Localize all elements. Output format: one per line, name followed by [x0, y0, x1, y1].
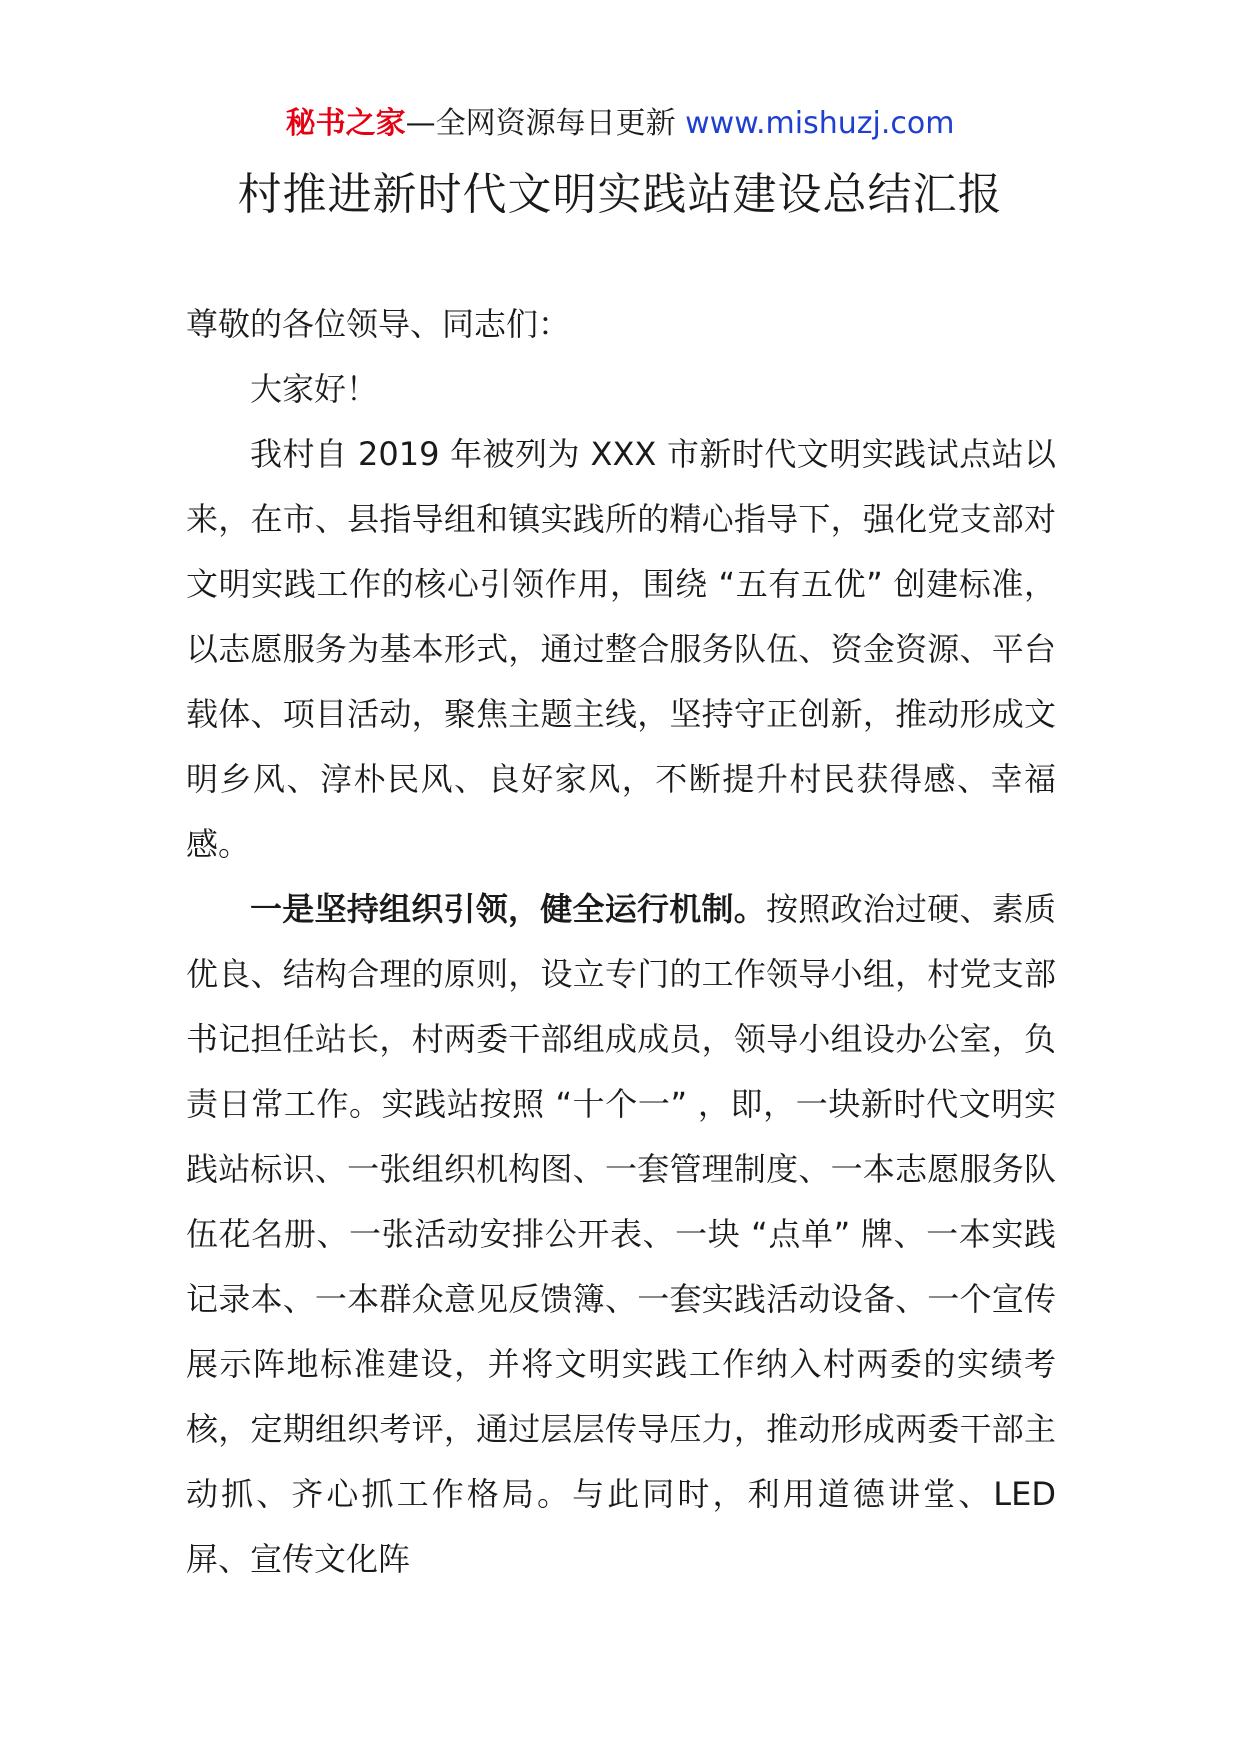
paragraph-lead: 一是坚持组织引领，健全运行机制。	[250, 890, 766, 928]
document-title: 村推进新时代文明实践站建设总结汇报	[237, 169, 1003, 220]
site-link[interactable]: www.mishuzj.com	[685, 106, 955, 141]
paragraph-organization	[186, 877, 1056, 1592]
header-tagline: —全网资源每日更新	[405, 106, 686, 141]
paragraph-intro: 我村自 2019 年被列为 XXX 市新时代文明实践试点站以来，在市、县指导组和镇实践所的精心指导下，强化党支部对文明实践工作的核心引领作用，围绕 “五有五优” 创建标准，以志愿服务为基本形式，通过整合服务队伍、资金资源、平台载体、项目活动，聚焦主题主线，坚持守正创新，推动形成文明乡风、淳朴民风、良好家风，不断提升村民获得感、幸福感。	[186, 435, 1056, 863]
greeting: 大家好！	[250, 370, 379, 408]
document-body	[186, 292, 1056, 1592]
paragraph-body: 按照政治过硬、素质优良、结构合理的原则，设立专门的工作领导小组，村党支部书记担任站长，村两委干部组成成员，领导小组设办公室，负责日常工作。实践站按照 “十个一” ，即，一块新时代文明实践站标识、一张组织机构图、一套管理制度、一本志愿服务队伍花名册、一张活动安排公开表、一块 “点单” 牌、一本实践记录本、一本群众意见反馈簿、一套实践活动设备、一个宣传展示阵地标准建设，并将文明实践工作纳入村两委的实绩考核，定期组织考评，通过层层传导压力，推动形成两委干部主动抓、齐心抓工作格局。与此同时，利用道德讲堂、LED 屏、宣传文化阵	[186, 890, 1056, 1578]
header-banner	[0, 104, 1240, 144]
salutation: 尊敬的各位领导、同志们：	[186, 305, 571, 343]
brand-name: 秘书之家	[285, 106, 406, 141]
